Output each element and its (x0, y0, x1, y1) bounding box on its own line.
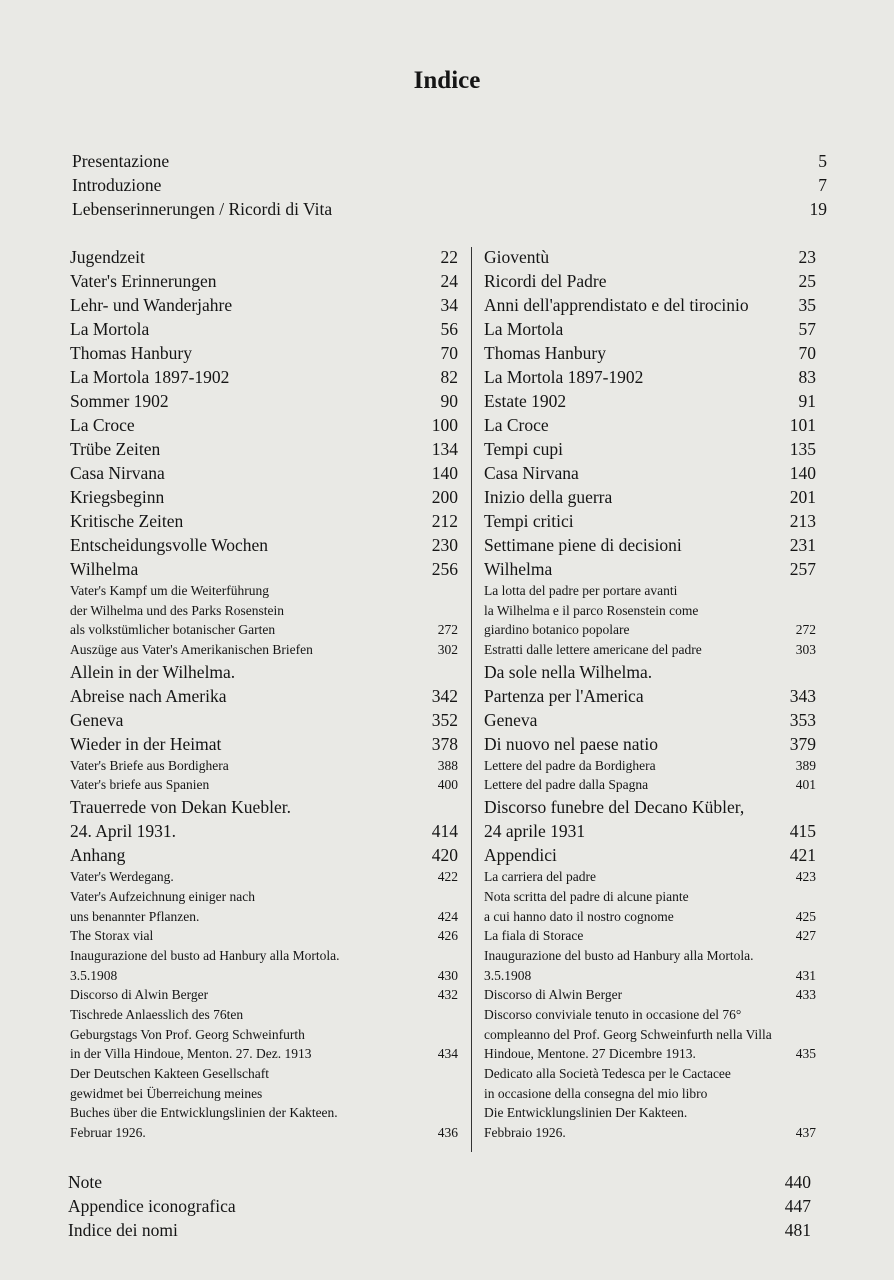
entry-title: Casa Nirvana (484, 463, 579, 483)
toc-entry (70, 660, 458, 684)
toc-entry (484, 413, 816, 437)
front-matter-list (72, 149, 827, 221)
toc-entry (484, 245, 816, 269)
entry-title: La fiala di Storace (484, 928, 584, 944)
entry-page-number: 56 (440, 319, 458, 339)
entry-page-number: 427 (795, 928, 816, 944)
entry-page-number: 378 (431, 733, 458, 754)
entry-title: gewidmet bei Überreichung meines (70, 1085, 263, 1101)
toc-entry (70, 485, 458, 509)
entry-page-number: 434 (437, 1046, 458, 1062)
toc-entry (70, 365, 458, 389)
entry-page-number: 212 (431, 511, 458, 531)
toc-entry (70, 1044, 458, 1064)
toc-entry (484, 1044, 816, 1064)
toc-entry (484, 775, 816, 795)
entry-title: giardino botanico popolare (484, 622, 630, 638)
entry-page-number: 231 (789, 535, 816, 555)
entry-title: Discorso conviviale tenuto in occasione del 76° (484, 1006, 742, 1022)
toc-entry (68, 1194, 811, 1218)
entry-page-number: 7 (818, 175, 827, 195)
toc-entry (70, 684, 458, 708)
toc-entry (70, 867, 458, 887)
toc-entry (70, 389, 458, 413)
entry-page-number: 303 (795, 642, 816, 658)
entry-title: Casa Nirvana (70, 463, 165, 483)
toc-entry (484, 708, 816, 732)
entry-page-number: 101 (789, 415, 816, 435)
toc-entry (70, 708, 458, 732)
toc-entry (484, 1103, 816, 1123)
italian-contents-column (484, 245, 816, 1143)
entry-title: Buches über die Entwicklungslinien der Kakteen. (70, 1105, 338, 1121)
toc-entry (484, 732, 816, 756)
toc-entry (70, 926, 458, 946)
toc-entry (484, 966, 816, 986)
toc-entry (484, 365, 816, 389)
entry-page-number: 90 (440, 391, 458, 411)
entry-page-number: 24 (440, 271, 458, 291)
entry-title: Tempi critici (484, 511, 574, 531)
toc-entry (484, 293, 816, 317)
entry-page-number: 257 (789, 559, 816, 579)
toc-entry (484, 843, 816, 867)
entry-title: Dedicato alla Società Tedesca per le Cactacee (484, 1066, 731, 1081)
toc-entry (484, 533, 816, 557)
entry-page-number: 57 (798, 319, 816, 339)
entry-title: The Storax vial (70, 928, 154, 944)
entry-title: Inaugurazione del busto ad Hanbury alla Mortola. (484, 947, 754, 963)
entry-title: Estratti dalle lettere americane del padre (484, 642, 702, 658)
entry-page-number: 431 (795, 967, 816, 983)
toc-entry (484, 756, 816, 776)
entry-page-number: 70 (440, 343, 458, 363)
toc-entry (70, 1005, 458, 1025)
toc-entry (70, 887, 458, 907)
entry-title: Wilhelma (484, 559, 553, 579)
entry-title: Da sole nella Wilhelma. (484, 661, 653, 682)
entry-title: 24 aprile 1931 (484, 821, 586, 842)
toc-entry (70, 946, 458, 966)
toc-entry (484, 684, 816, 708)
entry-title: Febbraio 1926. (484, 1125, 566, 1141)
entry-title: Geneva (70, 709, 124, 730)
entry-title: Auszüge aus Vater's Amerikanischen Briefen (70, 642, 313, 658)
entry-title: Trauerrede von Dekan Kuebler. (70, 797, 291, 818)
entry-page-number: 34 (440, 295, 458, 315)
entry-page-number: 414 (431, 821, 458, 842)
toc-entry (484, 341, 816, 365)
entry-page-number: 256 (431, 559, 458, 579)
toc-entry (70, 581, 458, 601)
entry-title: Hindoue, Mentone. 27 Dicembre 1913. (484, 1046, 696, 1062)
entry-page-number: 447 (784, 1196, 811, 1216)
entry-page-number: 425 (795, 908, 816, 924)
toc-entry (72, 197, 827, 221)
toc-entry (70, 756, 458, 776)
toc-entry (484, 509, 816, 533)
entry-title: 3.5.1908 (70, 967, 118, 983)
back-matter-list (68, 1170, 811, 1242)
entry-title: Abreise nach Amerika (70, 685, 227, 706)
entry-title: Di nuovo nel paese natio (484, 733, 658, 754)
entry-page-number: 100 (431, 415, 458, 435)
entry-title: Vater's Werdegang. (70, 869, 174, 885)
entry-title: Inaugurazione del busto ad Hanbury alla Mortola. (70, 947, 340, 963)
entry-title: Appendice iconografica (68, 1196, 236, 1216)
entry-title: in occasione della consegna del mio libro (484, 1085, 708, 1101)
column-divider (471, 247, 472, 1152)
toc-entry (70, 819, 458, 843)
entry-title: Ricordi del Padre (484, 271, 607, 291)
entry-page-number: 400 (437, 777, 458, 793)
toc-entry (484, 581, 816, 601)
entry-page-number: 379 (789, 733, 816, 754)
entry-page-number: 440 (784, 1172, 811, 1192)
entry-page-number: 343 (789, 685, 816, 706)
entry-page-number: 70 (798, 343, 816, 363)
toc-entry (484, 485, 816, 509)
toc-entry (484, 557, 816, 581)
entry-page-number: 436 (437, 1125, 458, 1141)
entry-title: Geneva (484, 709, 538, 730)
entry-title: Thomas Hanbury (70, 343, 192, 363)
toc-entry (70, 509, 458, 533)
toc-entry (484, 640, 816, 660)
toc-entry (72, 149, 827, 173)
german-contents-column (70, 245, 458, 1143)
entry-title: Introduzione (72, 175, 162, 195)
entry-page-number: 420 (431, 845, 458, 866)
toc-entry (70, 1084, 458, 1104)
entry-title: Lehr- und Wanderjahre (70, 295, 233, 315)
toc-entry (484, 1064, 816, 1084)
toc-entry (484, 795, 816, 819)
entry-page-number: 415 (789, 821, 816, 842)
entry-title: Vater's briefe aus Spanien (70, 777, 210, 793)
entry-page-number: 388 (437, 757, 458, 773)
entry-page-number: 423 (795, 869, 816, 885)
toc-entry (484, 907, 816, 927)
entry-page-number: 272 (437, 622, 458, 638)
entry-title: La Croce (484, 415, 549, 435)
entry-title: Der Deutschen Kakteen Gesellschaft (70, 1066, 270, 1081)
toc-entry (484, 389, 816, 413)
toc-entry (70, 413, 458, 437)
page-title: Indice (413, 67, 481, 94)
entry-title: La Croce (70, 415, 135, 435)
entry-page-number: 83 (798, 367, 816, 387)
toc-entry (70, 795, 458, 819)
entry-title: La Mortola (70, 319, 150, 339)
toc-entry (484, 819, 816, 843)
entry-title: Allein in der Wilhelma. (70, 661, 236, 682)
toc-entry (484, 317, 816, 341)
toc-entry (70, 461, 458, 485)
toc-entry (484, 867, 816, 887)
entry-title: 24. April 1931. (70, 821, 176, 842)
entry-title: 3.5.1908 (484, 967, 532, 983)
entry-title: Jugendzeit (70, 247, 145, 267)
entry-title: Die Entwicklungslinien Der Kakteen. (484, 1105, 688, 1121)
entry-title: Presentazione (72, 151, 170, 171)
entry-title: Thomas Hanbury (484, 343, 606, 363)
entry-page-number: 140 (431, 463, 458, 483)
toc-entry (70, 732, 458, 756)
entry-page-number: 422 (437, 869, 458, 885)
entry-title: a cui hanno dato il nostro cognome (484, 908, 674, 924)
toc-entry (484, 926, 816, 946)
toc-entry (70, 245, 458, 269)
entry-page-number: 353 (789, 709, 816, 730)
entry-page-number: 91 (798, 391, 816, 411)
entry-title: als volkstümlicher botanischer Garten (70, 622, 276, 638)
toc-entry (484, 461, 816, 485)
entry-page-number: 435 (795, 1046, 816, 1062)
toc-entry (484, 946, 816, 966)
entry-title: Entscheidungsvolle Wochen (70, 535, 269, 555)
entry-title: La Mortola 1897-1902 (484, 367, 644, 387)
toc-entry (484, 1084, 816, 1104)
entry-title: Nota scritta del padre di alcune piante (484, 888, 689, 904)
toc-entry (70, 640, 458, 660)
entry-title: Discorso funebre del Decano Kübler, (484, 797, 745, 818)
toc-entry (484, 601, 816, 621)
toc-entry (70, 1123, 458, 1143)
entry-title: Gioventù (484, 247, 550, 267)
entry-page-number: 5 (818, 151, 827, 171)
entry-page-number: 389 (795, 757, 816, 773)
entry-title: Note (68, 1172, 103, 1192)
entry-title: Lebenserinnerungen / Ricordi di Vita (72, 199, 333, 219)
entry-title: Discorso di Alwin Berger (70, 987, 209, 1003)
entry-page-number: 134 (431, 439, 458, 459)
entry-page-number: 23 (798, 247, 816, 267)
entry-page-number: 401 (795, 777, 816, 793)
entry-title: compleanno del Prof. Georg Schweinfurth nella Villa (484, 1026, 772, 1042)
entry-page-number: 302 (437, 642, 458, 658)
entry-page-number: 35 (798, 295, 816, 315)
entry-page-number: 272 (795, 622, 816, 638)
toc-entry (70, 341, 458, 365)
entry-page-number: 200 (431, 487, 458, 507)
entry-title: la Wilhelma e il parco Rosenstein come (484, 602, 699, 618)
toc-entry (484, 437, 816, 461)
toc-entry (70, 1025, 458, 1045)
entry-title: in der Villa Hindoue, Menton. 27. Dez. 1913 (70, 1046, 312, 1062)
toc-entry (70, 1103, 458, 1123)
entry-title: Wilhelma (70, 559, 139, 579)
entry-page-number: 432 (437, 987, 458, 1003)
toc-entry (70, 1064, 458, 1084)
entry-page-number: 140 (789, 463, 816, 483)
toc-entry (70, 557, 458, 581)
entry-page-number: 230 (431, 535, 458, 555)
toc-entry (70, 269, 458, 293)
entry-page-number: 426 (437, 928, 458, 944)
toc-entry (484, 620, 816, 640)
entry-title: Appendici (484, 845, 557, 866)
toc-entry (72, 173, 827, 197)
toc-entry (484, 269, 816, 293)
toc-entry (70, 985, 458, 1005)
entry-title: Lettere del padre dalla Spagna (484, 777, 649, 793)
entry-title: der Wilhelma und des Parks Rosenstein (70, 602, 285, 618)
entry-page-number: 213 (789, 511, 816, 531)
toc-entry (70, 843, 458, 867)
toc-entry (484, 985, 816, 1005)
entry-page-number: 433 (795, 987, 816, 1003)
entry-title: Anni dell'apprendistato e del tirocinio (484, 295, 749, 315)
entry-page-number: 481 (784, 1220, 811, 1240)
entry-title: Kritische Zeiten (70, 511, 184, 531)
entry-title: Estate 1902 (484, 391, 567, 411)
toc-entry (68, 1170, 811, 1194)
entry-title: Februar 1926. (70, 1125, 146, 1141)
entry-title: Vater's Kampf um die Weiterführung (70, 583, 270, 598)
entry-title: Kriegsbeginn (70, 487, 165, 507)
entry-title: La lotta del padre per portare avanti (484, 583, 678, 598)
toc-entry (484, 1025, 816, 1045)
entry-title: uns benannter Pflanzen. (70, 908, 200, 924)
entry-page-number: 352 (431, 709, 458, 730)
entry-page-number: 430 (437, 967, 458, 983)
entry-title: La Mortola 1897-1902 (70, 367, 230, 387)
toc-entry (70, 317, 458, 341)
toc-entry (70, 620, 458, 640)
entry-title: La Mortola (484, 319, 564, 339)
entry-title: Indice dei nomi (68, 1220, 178, 1240)
toc-entry (70, 437, 458, 461)
toc-entry (70, 293, 458, 317)
entry-title: Lettere del padre da Bordighera (484, 757, 656, 773)
toc-entry (70, 907, 458, 927)
toc-entry (70, 775, 458, 795)
entry-page-number: 25 (798, 271, 816, 291)
entry-page-number: 201 (789, 487, 816, 507)
toc-entry (484, 660, 816, 684)
entry-title: Settimane piene di decisioni (484, 535, 682, 555)
entry-title: Sommer 1902 (70, 391, 169, 411)
entry-page-number: 424 (437, 908, 458, 924)
toc-entry (484, 1005, 816, 1025)
toc-entry (70, 533, 458, 557)
toc-entry (484, 1123, 816, 1143)
entry-page-number: 19 (809, 199, 827, 219)
entry-title: Partenza per l'America (484, 685, 644, 706)
toc-entry (68, 1218, 811, 1242)
entry-title: Vater's Briefe aus Bordighera (70, 757, 229, 773)
entry-page-number: 22 (440, 247, 458, 267)
entry-title: Inizio della guerra (484, 487, 613, 507)
entry-title: Vater's Erinnerungen (70, 271, 217, 291)
entry-title: Anhang (70, 845, 126, 866)
entry-title: Trübe Zeiten (70, 439, 161, 459)
entry-title: Tempi cupi (484, 439, 563, 459)
toc-entry (484, 887, 816, 907)
entry-title: Discorso di Alwin Berger (484, 987, 623, 1003)
entry-page-number: 342 (431, 685, 458, 706)
entry-page-number: 82 (440, 367, 458, 387)
entry-title: Wieder in der Heimat (70, 733, 222, 754)
entry-title: La carriera del padre (484, 869, 597, 885)
entry-page-number: 421 (789, 845, 816, 866)
entry-page-number: 437 (795, 1125, 816, 1141)
entry-page-number: 135 (789, 439, 816, 459)
toc-entry (70, 966, 458, 986)
toc-entry (70, 601, 458, 621)
entry-title: Geburgstags Von Prof. Georg Schweinfurth (70, 1026, 305, 1042)
entry-title: Tischrede Anlaesslich des 76ten (70, 1006, 244, 1022)
entry-title: Vater's Aufzeichnung einiger nach (70, 888, 255, 904)
